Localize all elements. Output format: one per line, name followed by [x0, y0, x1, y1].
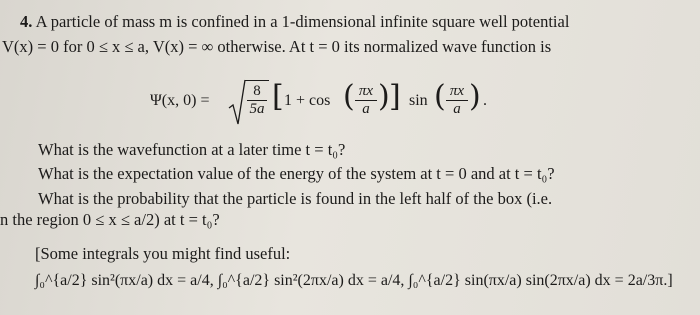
one-plus-cos: 1 + cos: [284, 92, 331, 109]
sqrt-fraction: [247, 83, 267, 118]
sqrt-numerator: 8: [253, 83, 261, 99]
cos-arg-numerator: πx: [358, 83, 374, 99]
problem-statement-1: A particle of mass m is confined in a 1-dimensional infinite square well potential: [35, 12, 570, 31]
paren-open-1: (: [343, 79, 355, 114]
sqrt-denominator: 5a: [249, 101, 265, 117]
cos-arg-denominator: a: [362, 101, 370, 117]
paren-close-1: ): [378, 79, 390, 114]
sqrt-sign-icon: [228, 78, 246, 128]
paren-open-2: (: [434, 79, 446, 114]
sin-argument: [446, 83, 468, 118]
problem-statement-2: V(x) = 0 for 0 ≤ x ≤ a, V(x) = ∞ otherwise. At t = 0 its normalized wave function is: [2, 37, 552, 56]
sqrt-overline: [245, 80, 269, 81]
question-3-cont: n the region 0 ≤ x ≤ a/2) at t = t₀?: [0, 210, 220, 229]
cos-argument: [355, 83, 377, 118]
question-2: What is the expectation value of the energy of the system at t = 0 and at t = t₀?: [38, 164, 555, 183]
equation-period: .: [483, 92, 487, 109]
useful-integrals: ∫₀^{a/2} sin²(πx/a) dx = a/4, ∫₀^{a/2} sin²(2πx/a) dx = a/4, ∫₀^{a/2} sin(πx/a) sin(2πx/a) dx = 2a/3π.]: [35, 272, 673, 289]
hint-title: [Some integrals you might find useful:: [35, 244, 291, 263]
question-3: What is the probability that the particle is found in the left half of the box (i.e.: [38, 189, 553, 208]
sin-label: sin: [409, 92, 428, 109]
question-1: What is the wavefunction at a later time t = t₀?: [38, 140, 346, 159]
problem-number: 4.: [20, 12, 33, 31]
bracket-open: [: [272, 79, 284, 114]
sin-arg-denominator: a: [453, 101, 461, 117]
sin-arg-numerator: πx: [449, 83, 465, 99]
problem-line-1: [20, 12, 569, 32]
equation-lhs: Ψ(x, 0) =: [150, 92, 210, 109]
problem-line-2: [2, 37, 551, 57]
bracket-close: ]: [389, 79, 401, 114]
paren-close-2: ): [469, 79, 481, 114]
